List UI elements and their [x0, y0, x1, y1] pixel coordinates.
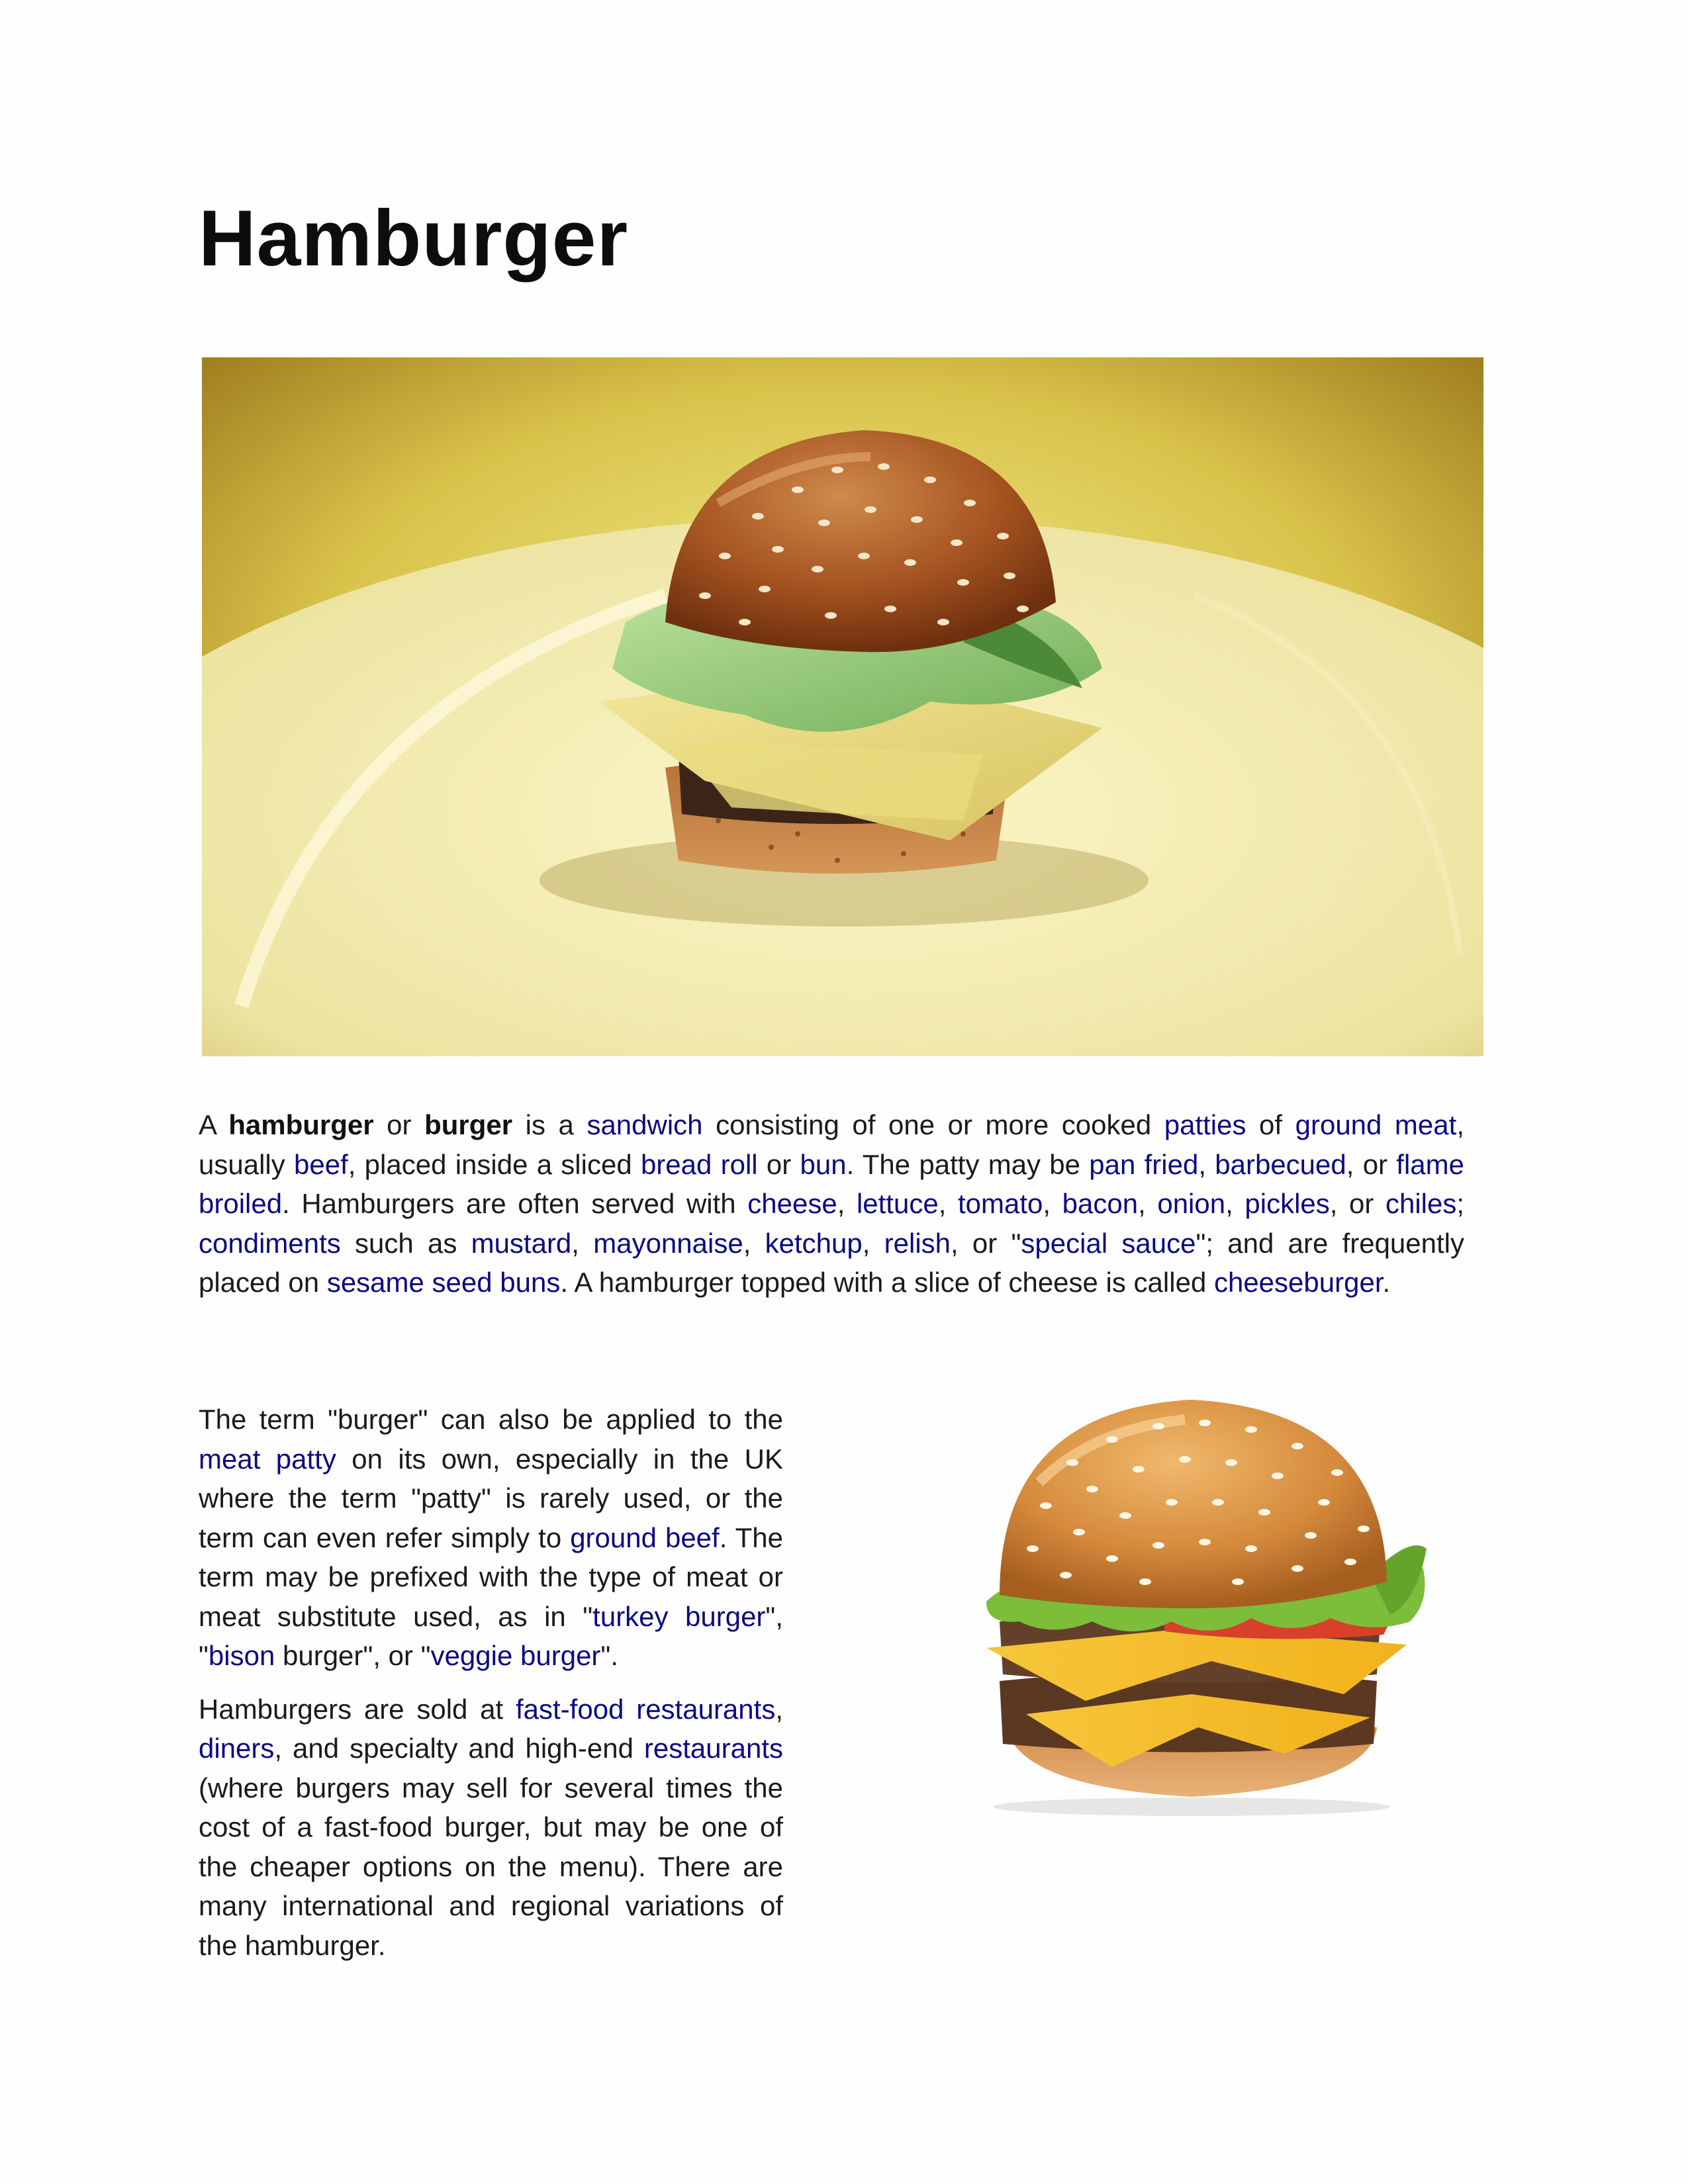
link-cheese[interactable]: cheese — [747, 1188, 837, 1219]
link-cheeseburger[interactable]: cheeseburger — [1213, 1267, 1383, 1298]
link-ketchup[interactable]: ketchup — [765, 1227, 863, 1259]
link-sesame-seed-buns[interactable]: sesame seed buns — [326, 1267, 561, 1298]
link-pan-fried[interactable]: pan fried — [1089, 1148, 1199, 1180]
left-column-text — [199, 1400, 783, 1965]
link-ground-beef[interactable]: ground beef — [570, 1522, 720, 1553]
link-barbecued[interactable]: barbecued — [1215, 1148, 1346, 1180]
page-title: Hamburger — [199, 194, 629, 283]
link-bacon[interactable]: bacon — [1062, 1188, 1139, 1219]
link-tomato[interactable]: tomato — [957, 1188, 1043, 1219]
link-meat-patty[interactable]: meat patty — [199, 1443, 336, 1475]
link-sandwich[interactable]: sandwich — [586, 1109, 703, 1140]
link-lettuce[interactable]: lettuce — [856, 1188, 939, 1219]
link-ground-meat[interactable]: ground meat — [1295, 1109, 1457, 1140]
link-turkey-burger[interactable]: turkey burger — [592, 1600, 766, 1632]
link-bun[interactable]: bun — [800, 1148, 847, 1180]
link-patties[interactable]: patties — [1164, 1109, 1246, 1140]
intro-paragraph: A hamburger or burger is a sandwich consisting of one or more cooked patties of ground meat, usually beef, placed inside a sliced bread roll or bun. The patty may be pan fried, barbecued, or flame broiled. Hamburgers are often served with cheese, lettuce, tomato, bacon, onion, pickles, or chiles; condiments such as mustard, mayonnaise, ketchup, relish, or "special sauce"; and are frequently placed on sesame seed buns. A hamburger topped with a slice of cheese is called cheeseburger. — [199, 1109, 1465, 1298]
link-veggie-burger[interactable]: veggie burger — [430, 1640, 601, 1671]
link-relish[interactable]: relish — [884, 1227, 951, 1259]
link-mustard[interactable]: mustard — [471, 1227, 572, 1259]
hamburger-on-plate-photo — [202, 357, 1483, 1056]
link-restaurants[interactable]: restaurants — [643, 1733, 783, 1764]
link-bread-roll[interactable]: bread roll — [640, 1148, 758, 1180]
link-fast-food-restaurants[interactable]: fast-food restaurants — [516, 1693, 776, 1725]
link-diners[interactable]: diners — [199, 1733, 275, 1764]
term-usage-paragraph: The term "burger" can also be applied to the meat patty on its own, especially in the UK where the term "patty" is rarely used, or the term can even refer simply to ground beef. The term may be prefixed with the type of meat or meat substitute used, as in "turkey burger", "bison burger", or "veggie burger". — [199, 1404, 783, 1671]
link-chiles[interactable]: chiles — [1385, 1188, 1457, 1219]
link-mayonnaise[interactable]: mayonnaise — [593, 1227, 743, 1259]
sales-paragraph: Hamburgers are sold at fast-food restaurants, diners, and specialty and high-end restaurants (where burgers may sell for several times the cost of a fast-food burger, but may be one of the cheaper options on the menu). There are many international and regional variations of the hamburger. — [199, 1693, 783, 1961]
link-beef[interactable]: beef — [294, 1148, 348, 1180]
term-hamburger: hamburger — [228, 1109, 374, 1140]
link-onion[interactable]: onion — [1157, 1188, 1226, 1219]
link-flame-broiled[interactable]: flame broiled — [199, 1148, 1464, 1219]
cheeseburger-photo — [973, 1383, 1430, 1820]
link-condiments[interactable]: condiments — [199, 1227, 341, 1259]
link-bison[interactable]: bison — [208, 1640, 275, 1671]
link-pickles[interactable]: pickles — [1244, 1188, 1330, 1219]
term-burger: burger — [424, 1109, 513, 1140]
link-special-sauce[interactable]: special sauce — [1021, 1227, 1196, 1259]
